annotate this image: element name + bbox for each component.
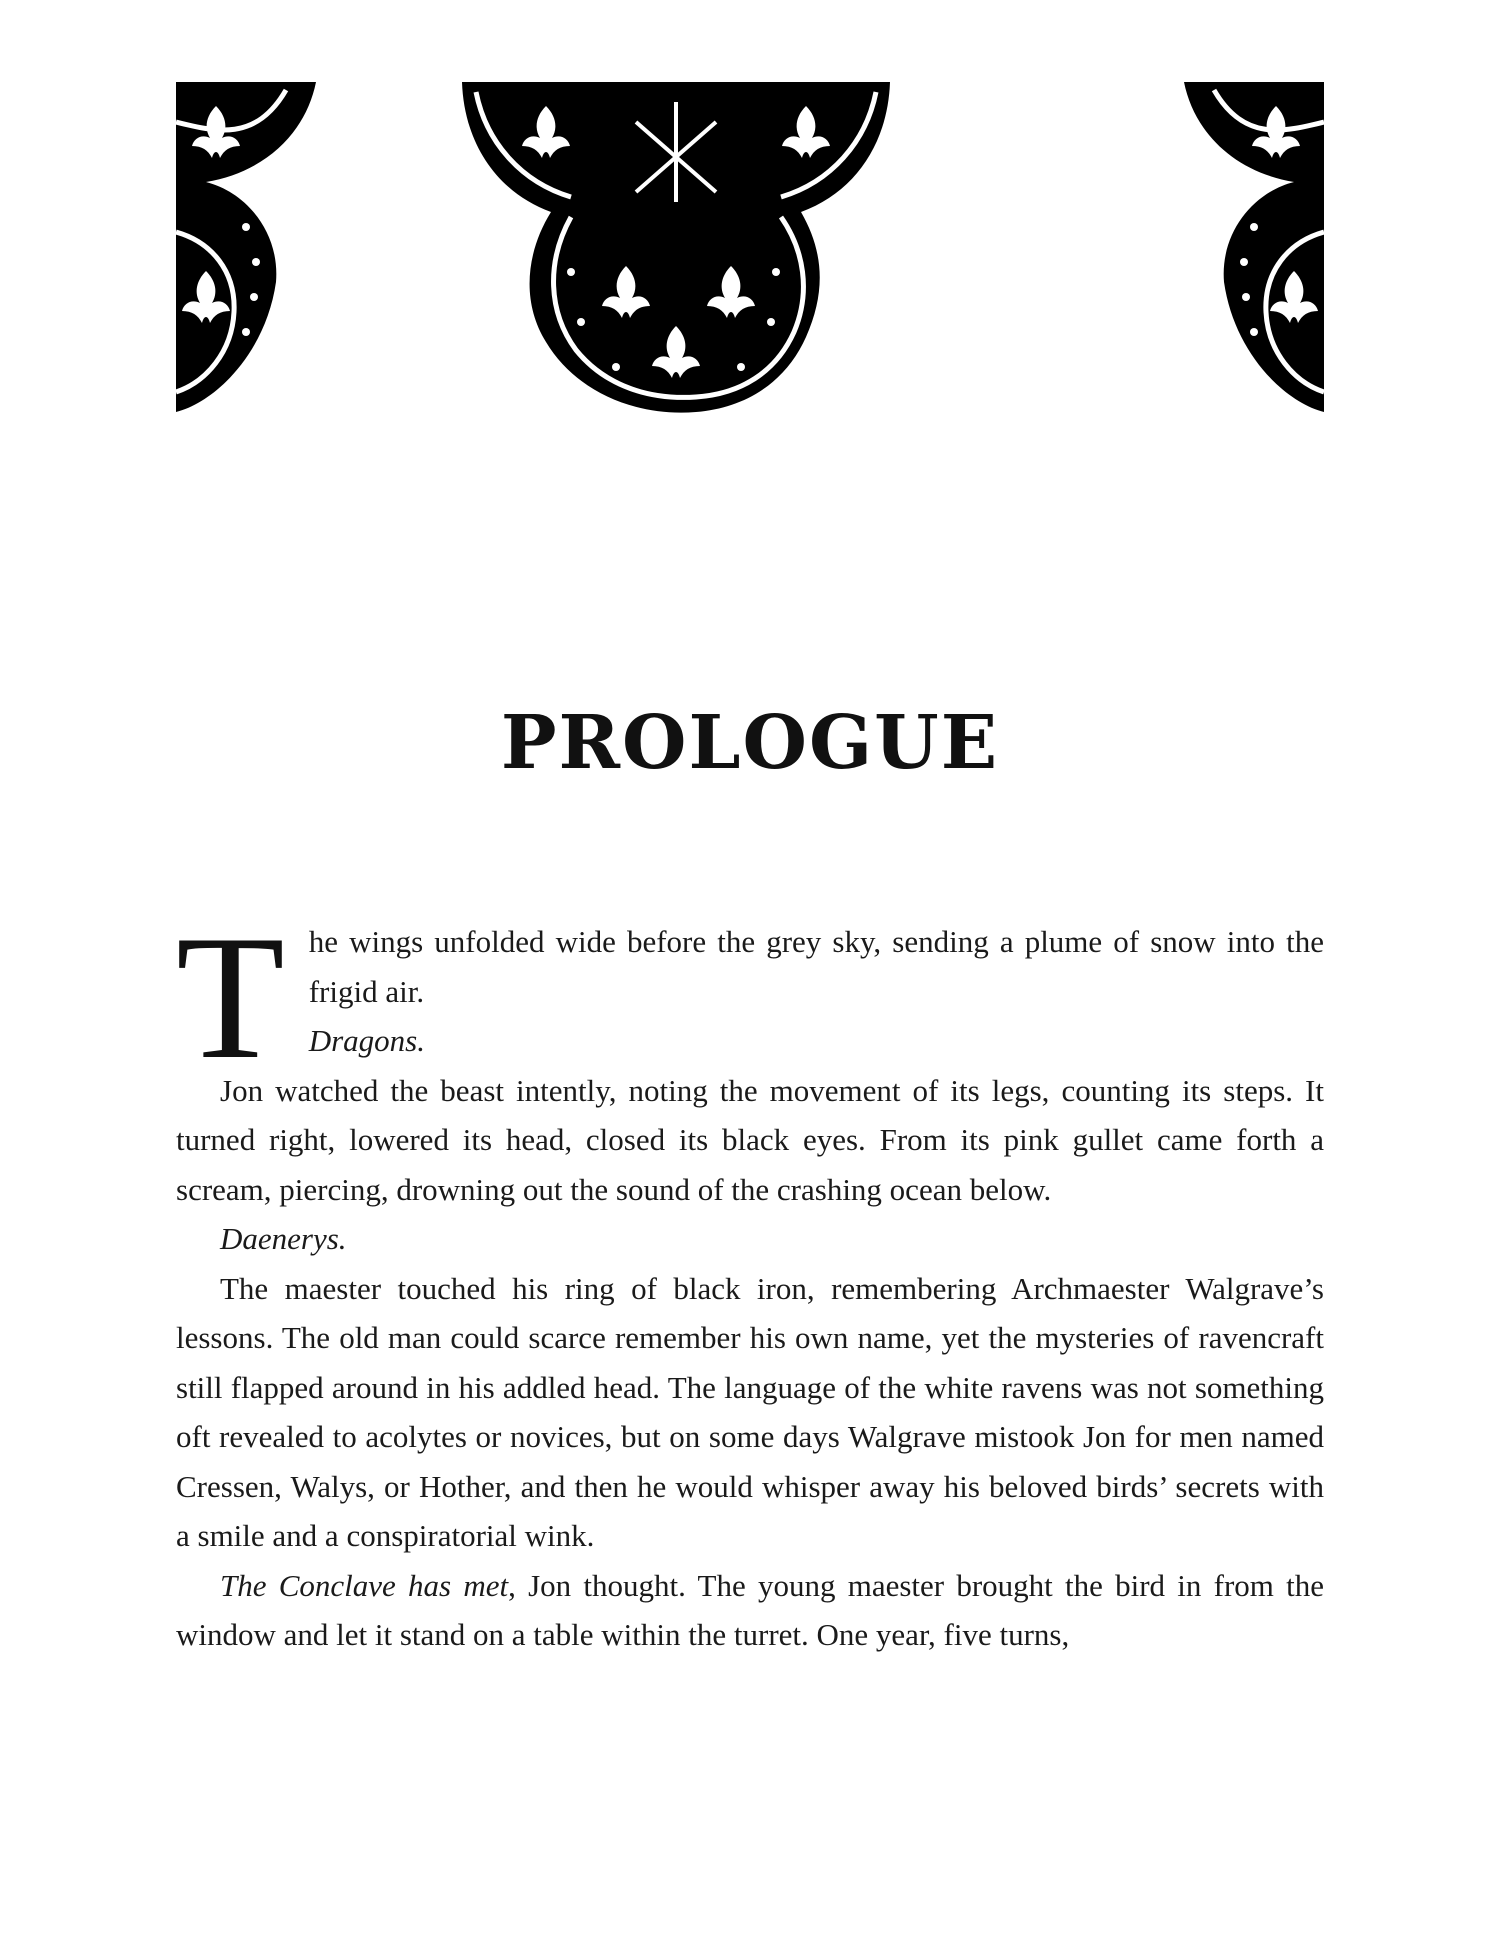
- opening-text: he wings unfolded wide before the grey sky, sending a plume of snow into the frigid air.: [308, 924, 1324, 1009]
- italic-dragons: Dragons.: [308, 1023, 425, 1058]
- italic-daenerys: Daenerys.: [220, 1221, 347, 1256]
- chapter-title: PROLOGUE: [500, 700, 1000, 786]
- italic-conclave: The Conclave has met: [220, 1567, 509, 1603]
- paragraph-daenerys: [176, 1214, 1324, 1264]
- body-text: [176, 898, 1325, 1660]
- paragraph-opening: [176, 898, 1324, 1096]
- paragraph-conclave: [176, 1561, 1324, 1660]
- drop-cap: T: [176, 898, 285, 1096]
- conclave-text: , Jon thought. The young maester brought the bird in from the window and let it stand on a table within the turret. One year, five turns,: [176, 1567, 1325, 1652]
- paragraph-maester: The maester touched his ring of black iron, remembering Archmaester Walgrave’s lessons. The old man could scarce remember his own name, yet the mysteries of ravencraft still flapped around in his addled head. The language of the white ravens was not something oft revealed to acolytes or novices, but on some days Walgrave mistook Jon for men named Cressen, Walys, or Hother, and then he would whisper away his beloved birds’ secrets with a smile and a conspiratorial wink.: [176, 1270, 1324, 1553]
- paragraph-jon-watched: Jon watched the beast intently, noting the movement of its legs, counting its steps. It turned right, lowered its head, closed its black eyes. From its pink gullet came forth a scream, piercing, drowning out the sound of the crashing ocean below.: [176, 1072, 1324, 1207]
- ornamental-header-icon: [176, 82, 1324, 420]
